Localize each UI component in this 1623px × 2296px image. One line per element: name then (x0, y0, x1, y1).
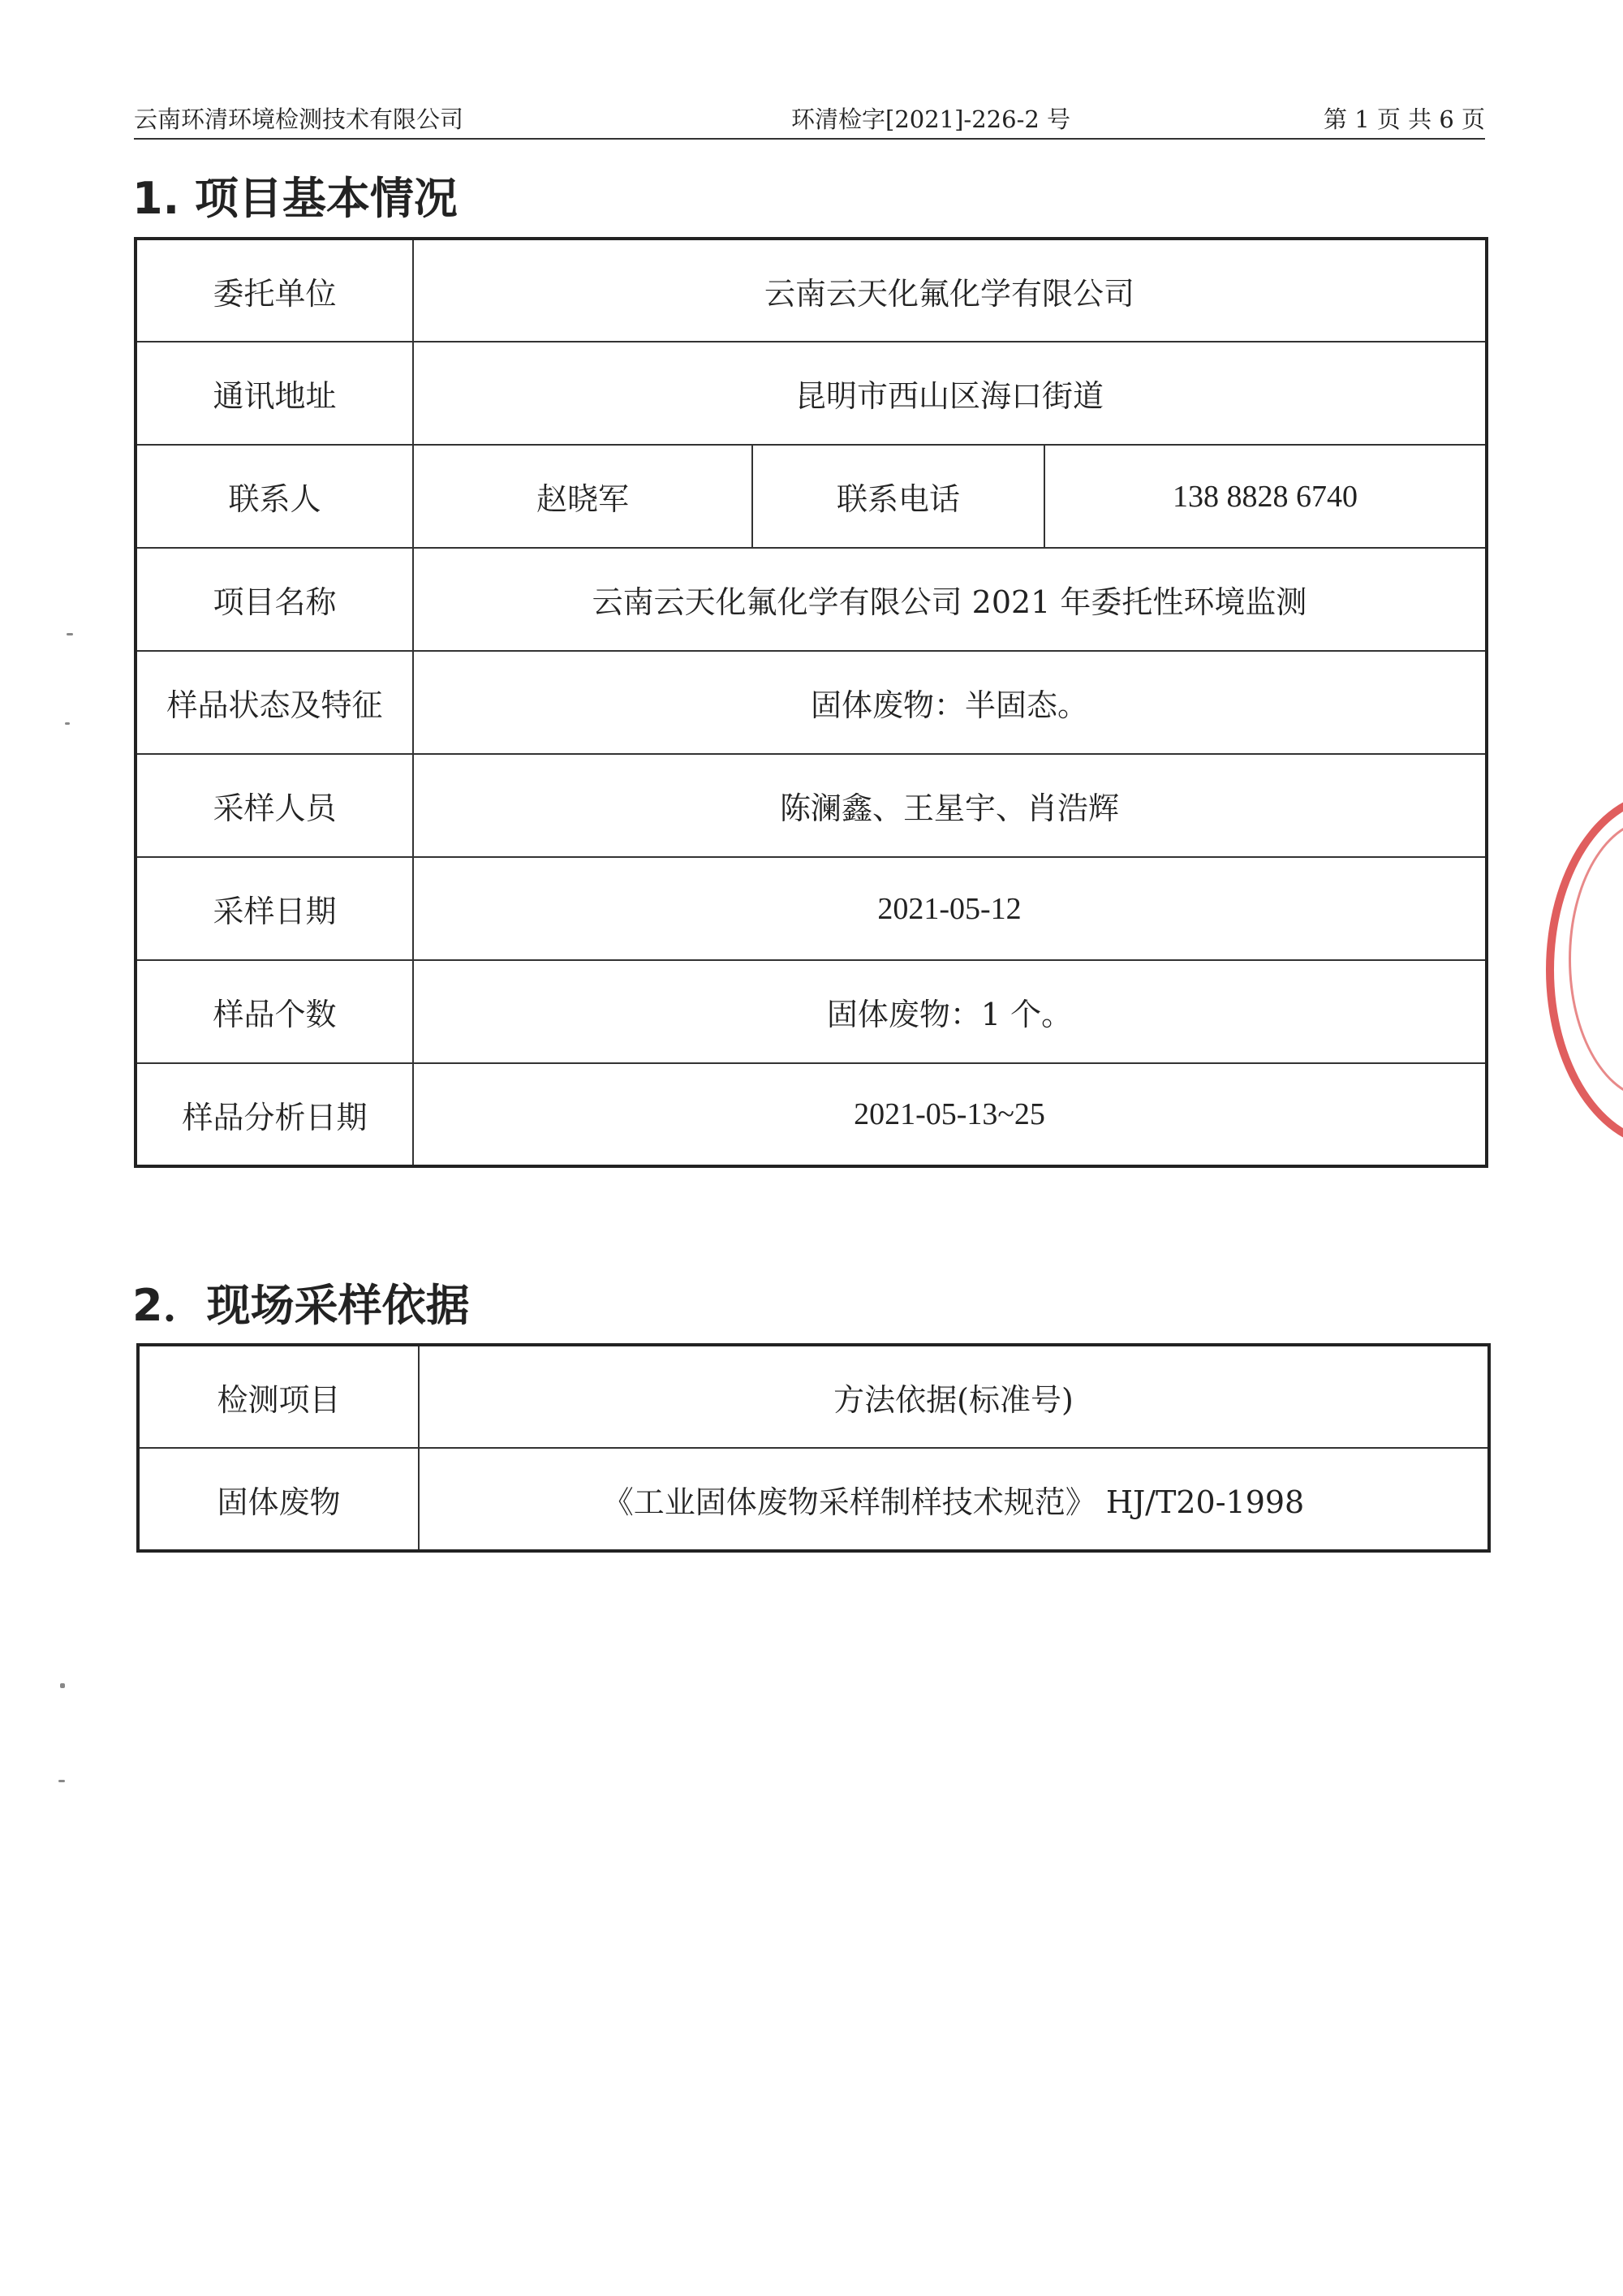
table-row (136, 857, 1487, 960)
client-value: 云南云天化氟化学有限公司 (413, 239, 1487, 342)
header-page-number: 第 1 页 共 6 页 (1324, 106, 1485, 133)
sample-state-label: 样品状态及特征 (136, 651, 413, 754)
address-value: 昆明市西山区海口街道 (413, 342, 1487, 445)
table-row (136, 960, 1487, 1063)
section-2-title: 2．现场采样依据 (132, 1280, 470, 1331)
table-row (136, 651, 1487, 754)
table-row (136, 342, 1487, 445)
sample-count-label: 样品个数 (136, 960, 413, 1063)
header-company: 云南环清环境检测技术有限公司 (134, 106, 464, 133)
table-row (136, 239, 1487, 342)
sampling-date-label: 采样日期 (136, 857, 413, 960)
project-name-label: 项目名称 (136, 548, 413, 651)
table-row (136, 445, 1487, 548)
official-seal (1546, 791, 1623, 1148)
scan-speck (58, 1780, 65, 1782)
table-row (136, 754, 1487, 857)
samplers-label: 采样人员 (136, 754, 413, 857)
header-report-number: 环清检字[2021]-226-2 号 (791, 106, 1071, 133)
page-header (134, 104, 1485, 140)
column-header-method: 方法依据(标准号) (419, 1345, 1489, 1448)
table-row (136, 548, 1487, 651)
table-row (136, 1063, 1487, 1166)
sample-state-value: 固体废物：半固态。 (413, 651, 1487, 754)
address-label: 通讯地址 (136, 342, 413, 445)
scan-speck (60, 1683, 65, 1688)
sample-count-value: 固体废物：1 个。 (413, 960, 1487, 1063)
scan-speck (65, 722, 70, 725)
section-1-title: 1. 项目基本情况 (132, 173, 458, 224)
client-label: 委托单位 (136, 239, 413, 342)
item-cell: 固体废物 (138, 1448, 419, 1551)
contact-value: 赵晓军 (413, 445, 752, 548)
project-info-table (134, 237, 1488, 1168)
seal-inner-ring (1569, 819, 1623, 1100)
project-name-value: 云南云天化氟化学有限公司 2021 年委托性环境监测 (413, 548, 1487, 651)
contact-label: 联系人 (136, 445, 413, 548)
scan-speck (67, 633, 73, 635)
phone-label: 联系电话 (752, 445, 1044, 548)
samplers-value: 陈澜鑫、王星宇、肖浩辉 (413, 754, 1487, 857)
sampling-basis-table (136, 1343, 1491, 1553)
table-header-row (138, 1345, 1489, 1448)
column-header-item: 检测项目 (138, 1345, 419, 1448)
sampling-date-value: 2021-05-12 (413, 857, 1487, 960)
phone-value: 138 8828 6740 (1044, 445, 1487, 548)
analysis-date-label: 样品分析日期 (136, 1063, 413, 1166)
method-cell: 《工业固体废物采样制样技术规范》 HJ/T20-1998 (419, 1448, 1489, 1551)
analysis-date-value: 2021-05-13~25 (413, 1063, 1487, 1166)
table-row (138, 1448, 1489, 1551)
